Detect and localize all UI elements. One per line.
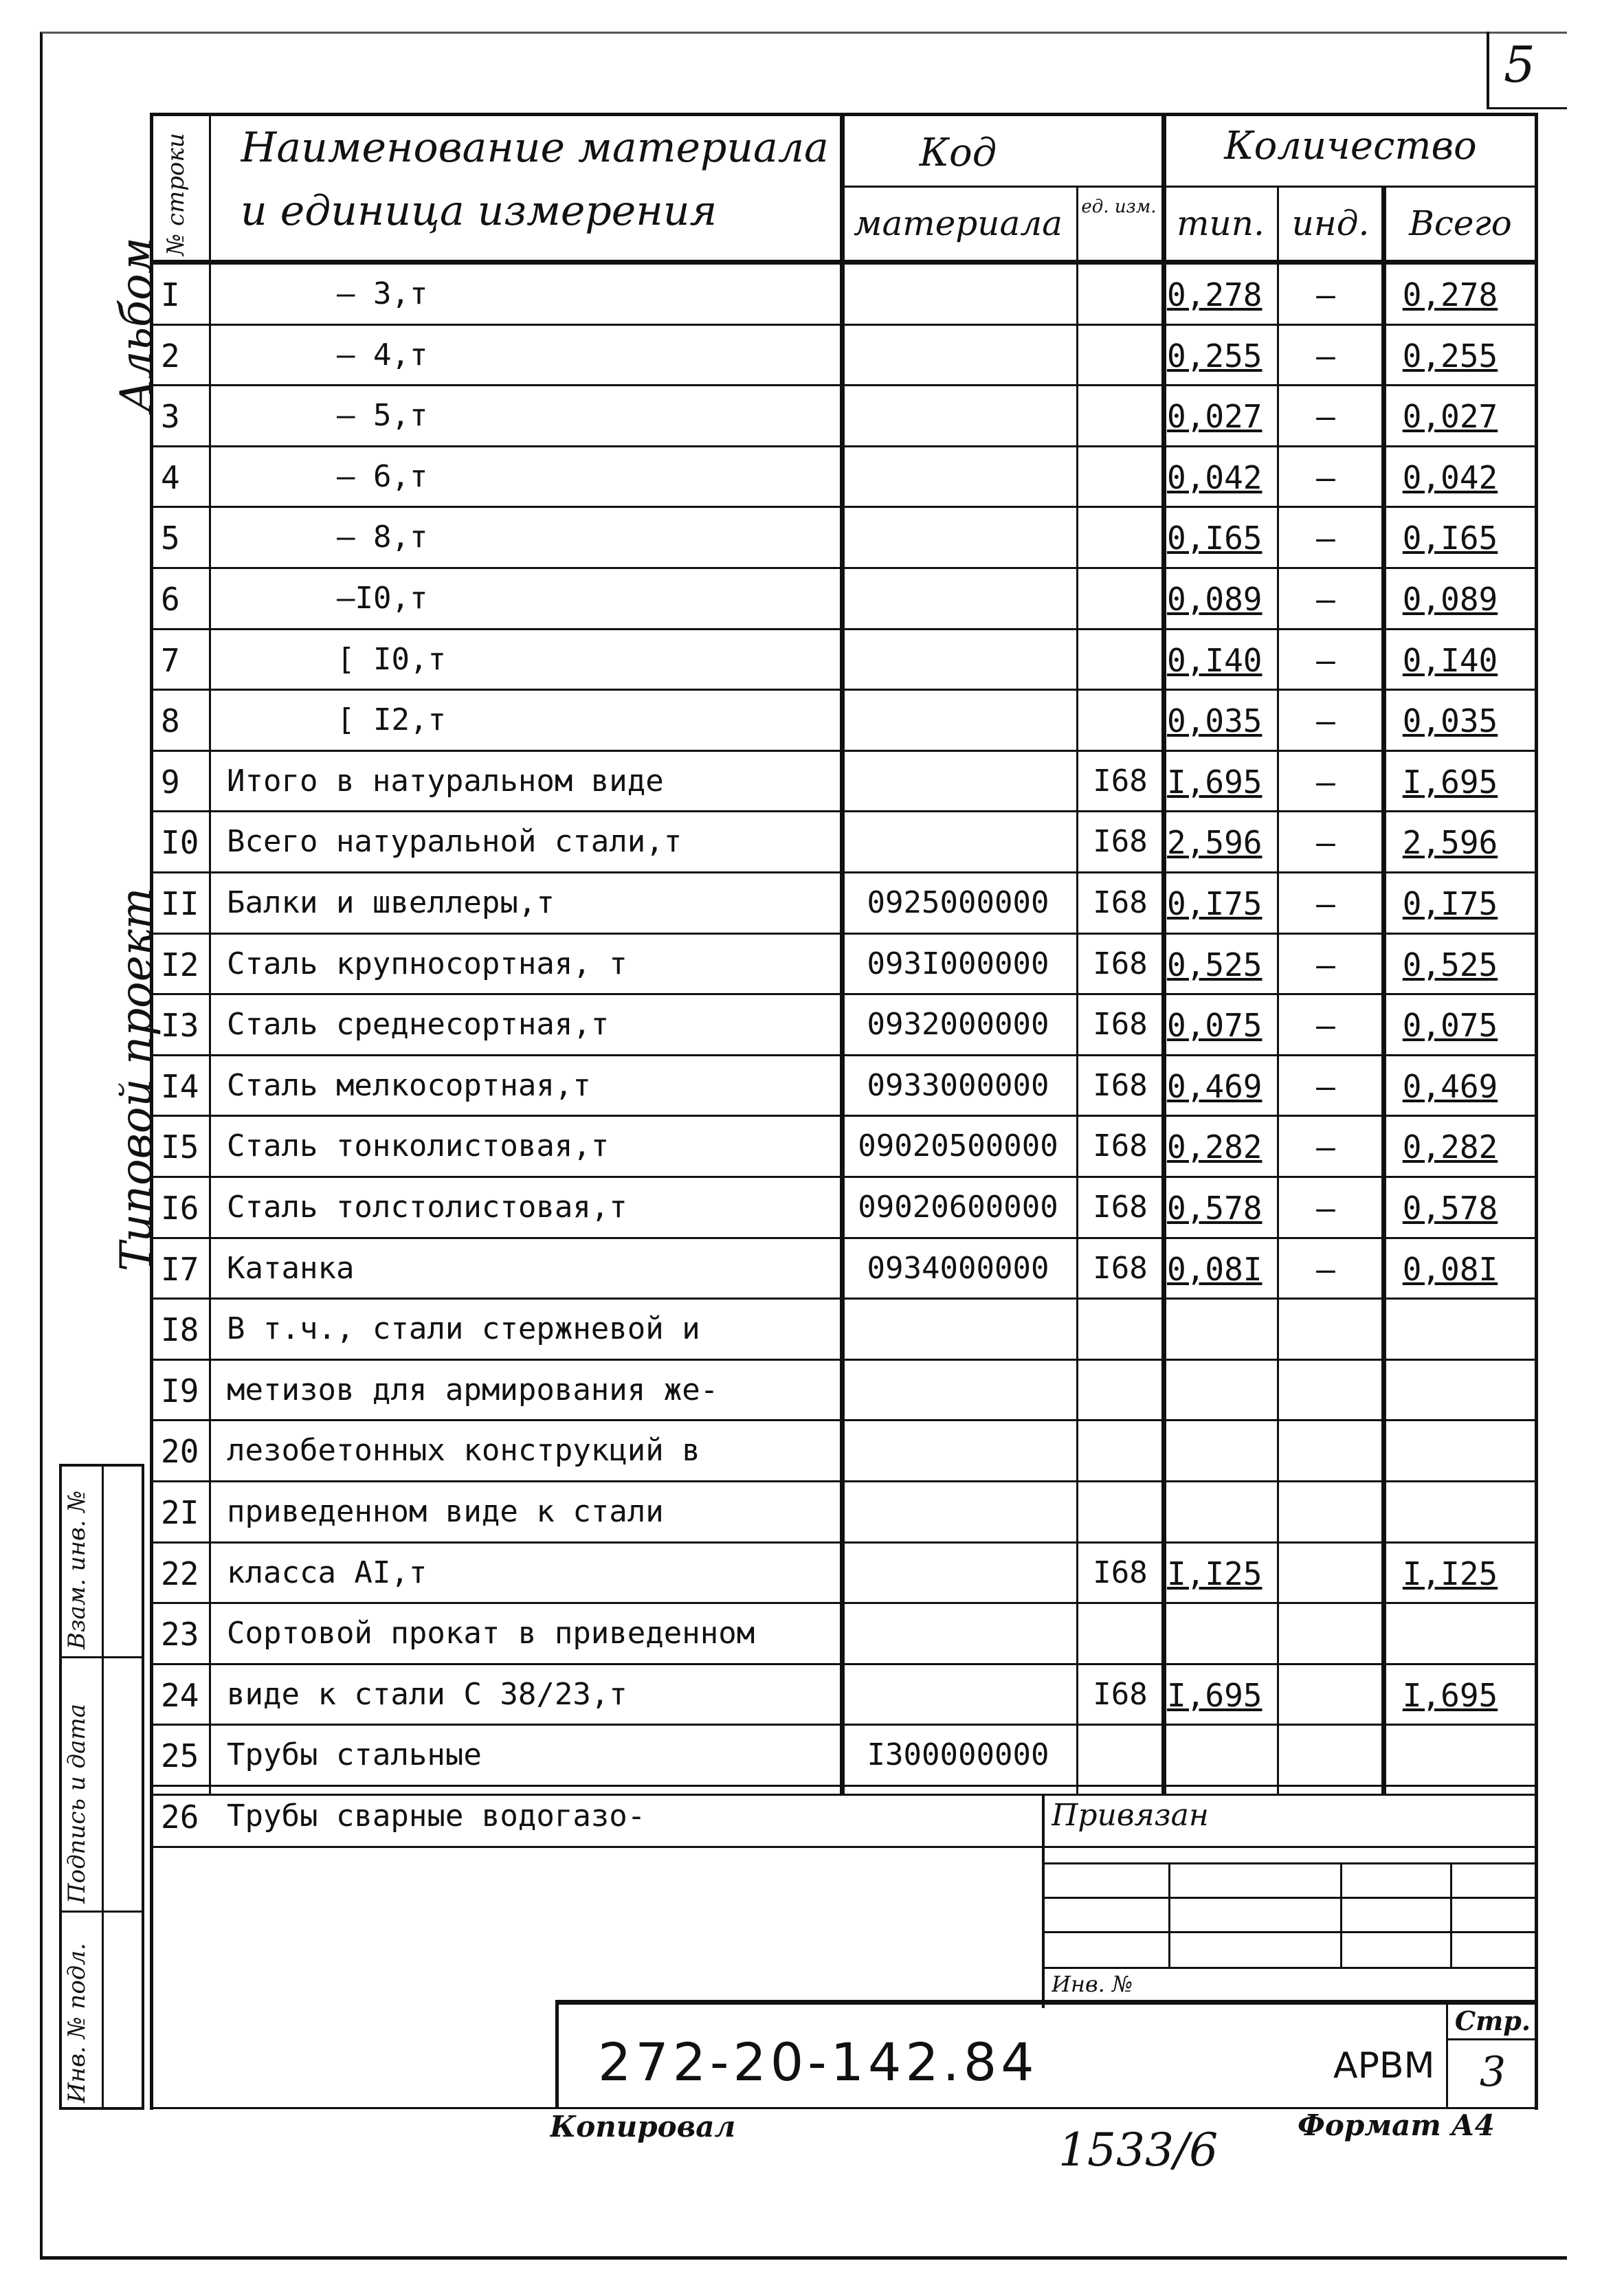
row-qty-total: 2,596 — [1402, 824, 1498, 862]
row-qty-typ: 0,I40 — [1167, 641, 1263, 679]
row-qty-typ: 2,596 — [1167, 824, 1263, 862]
row-qty-typ: 0,255 — [1167, 337, 1263, 375]
stamp-signature-date: Подпись и дата — [63, 1704, 91, 1904]
row-divider — [150, 810, 1538, 812]
row-unit: I68 — [1093, 885, 1148, 920]
row-material-name: Сталь мелкосортная,т — [227, 1067, 591, 1103]
row-qty-total: 0,027 — [1402, 398, 1498, 436]
row-unit: I68 — [1093, 763, 1148, 799]
row-number: 9 — [161, 763, 180, 801]
row-number: 3 — [161, 398, 180, 436]
row-qty-typ: 0,578 — [1167, 1190, 1263, 1227]
row-divider — [150, 1359, 1538, 1361]
row-unit: I68 — [1093, 1067, 1148, 1103]
row-material-code: 0932000000 — [867, 1007, 1049, 1043]
row-number: I5 — [161, 1128, 199, 1166]
row-unit: I68 — [1093, 1190, 1148, 1225]
row-qty-ind: – — [1316, 1128, 1335, 1166]
row-divider — [150, 1785, 1538, 1787]
row-number: 8 — [161, 702, 180, 740]
row-material-name: Сталь крупносортная, т — [227, 946, 627, 981]
row-divider — [150, 628, 1538, 630]
row-number: I4 — [161, 1067, 199, 1105]
row-qty-ind: – — [1316, 1250, 1335, 1288]
row-qty-ind: – — [1316, 276, 1335, 313]
row-material-code: 0925000000 — [867, 885, 1049, 920]
inv-number-label: Инв. № — [1052, 1971, 1133, 1997]
row-qty-typ: 0,525 — [1167, 946, 1263, 983]
row-divider — [150, 1115, 1538, 1117]
row-divider — [150, 871, 1538, 873]
row-qty-typ: I,I25 — [1167, 1555, 1263, 1592]
header-ind: инд. — [1291, 203, 1370, 243]
row-material-name: – 8,т — [337, 520, 428, 555]
row-divider — [150, 384, 1538, 386]
row-qty-total: I,695 — [1402, 1676, 1498, 1714]
header-quantity: Количество — [1224, 124, 1477, 168]
row-material-name: Сортовой прокат в приведенном — [227, 1616, 755, 1651]
row-material-code: 0933000000 — [867, 1067, 1049, 1103]
row-unit: I68 — [1093, 1007, 1148, 1043]
row-number: 25 — [161, 1737, 199, 1775]
row-divider — [150, 1237, 1538, 1239]
row-material-name: Трубы сварные водогазо- — [227, 1798, 646, 1834]
page-value: 3 — [1479, 2048, 1506, 2096]
row-material-name: Всего натуральной стали,т — [227, 824, 682, 860]
row-material-name: виде к стали С 38/23,т — [227, 1676, 627, 1712]
copied-by-label: Копировал — [550, 2110, 736, 2143]
row-divider — [150, 1724, 1538, 1726]
row-qty-total: 0,089 — [1402, 581, 1498, 618]
row-material-name: метизов для армирования же- — [227, 1372, 719, 1407]
order-number: 1533/6 — [1058, 2124, 1219, 2176]
row-divider — [150, 567, 1538, 569]
row-unit: I68 — [1093, 946, 1148, 981]
header-total: Всего — [1409, 203, 1512, 243]
row-material-name: Катанка — [227, 1250, 355, 1286]
row-qty-typ: 0,035 — [1167, 702, 1263, 740]
row-divider — [150, 1480, 1538, 1482]
row-qty-total: 0,042 — [1402, 458, 1498, 496]
row-qty-ind: – — [1316, 824, 1335, 862]
row-number: 26 — [161, 1798, 199, 1836]
stamp-replace-inv: Взам. инв. № — [63, 1490, 91, 1649]
row-material-name: приведенном виде к стали — [227, 1494, 664, 1529]
row-number: II — [161, 885, 199, 922]
row-qty-ind: – — [1316, 1007, 1335, 1045]
row-number: 24 — [161, 1676, 199, 1714]
row-qty-total: 0,578 — [1402, 1190, 1498, 1227]
row-material-name: –I0,т — [337, 581, 428, 616]
binding-label: Привязан — [1052, 1798, 1209, 1833]
row-qty-total: I,695 — [1402, 763, 1498, 801]
row-unit: I68 — [1093, 824, 1148, 860]
sheet-corner-number: 5 — [1504, 36, 1535, 93]
row-material-name: В т.ч., стали стержневой и — [227, 1311, 700, 1347]
document-number: 272-20-142.84 — [598, 2031, 1038, 2093]
row-qty-typ: 0,282 — [1167, 1128, 1263, 1166]
row-material-name: [ I2,т — [337, 702, 446, 738]
row-qty-typ: 0,089 — [1167, 581, 1263, 618]
row-material-code: 0934000000 — [867, 1250, 1049, 1286]
row-material-code: 09020500000 — [858, 1128, 1058, 1164]
row-material-name: лезобетонных конструкций в — [227, 1433, 700, 1469]
row-qty-ind: – — [1316, 581, 1335, 618]
header-name-line2: и единица измерения — [241, 187, 718, 235]
header-code-top: Код — [919, 131, 997, 175]
row-number: I3 — [161, 1007, 199, 1045]
header-row-no: № строки — [162, 133, 190, 256]
row-number: I2 — [161, 946, 199, 983]
row-material-name: Сталь среднесортная,т — [227, 1007, 610, 1043]
row-divider — [150, 993, 1538, 995]
row-qty-total: I,I25 — [1402, 1555, 1498, 1592]
row-divider — [150, 689, 1538, 691]
row-unit: I68 — [1093, 1555, 1148, 1590]
row-material-name: – 5,т — [337, 398, 428, 434]
row-qty-ind: – — [1316, 946, 1335, 983]
row-number: I6 — [161, 1190, 199, 1227]
row-material-name: Трубы стальные — [227, 1737, 482, 1773]
row-qty-typ: I,695 — [1167, 1676, 1263, 1714]
row-divider — [150, 1602, 1538, 1604]
row-number: 7 — [161, 641, 180, 679]
row-qty-total: 0,278 — [1402, 276, 1498, 313]
row-material-name: – 6,т — [337, 458, 428, 494]
row-qty-ind: – — [1316, 763, 1335, 801]
row-qty-ind: – — [1316, 702, 1335, 740]
row-material-name: Итого в натуральном виде — [227, 763, 664, 799]
header-typ: тип. — [1177, 203, 1265, 243]
row-divider — [150, 933, 1538, 935]
row-qty-total: 0,525 — [1402, 946, 1498, 983]
row-qty-total: 0,255 — [1402, 337, 1498, 375]
stamp-inv-original: Инв. № подл. — [63, 1943, 91, 2103]
row-qty-ind: – — [1316, 398, 1335, 436]
row-number: 2I — [161, 1494, 199, 1531]
row-material-code: 093I000000 — [867, 946, 1049, 981]
row-qty-ind: – — [1316, 458, 1335, 496]
row-unit: I68 — [1093, 1676, 1148, 1712]
row-material-code: 09020600000 — [858, 1190, 1058, 1225]
row-qty-typ: 0,I75 — [1167, 885, 1263, 922]
row-qty-typ: 0,08I — [1167, 1250, 1263, 1288]
row-divider — [150, 1663, 1538, 1665]
row-material-code: I300000000 — [867, 1737, 1049, 1773]
row-divider — [150, 506, 1538, 508]
format-label: Формат А4 — [1298, 2108, 1495, 2142]
row-material-name: Балки и швеллеры,т — [227, 885, 555, 920]
document-mark: АРВМ — [1333, 2045, 1435, 2086]
row-number: 22 — [161, 1555, 199, 1592]
row-qty-total: 0,08I — [1402, 1250, 1498, 1288]
album-label: Альбом — [111, 237, 162, 412]
row-qty-typ: 0,469 — [1167, 1067, 1263, 1105]
row-qty-typ: 0,075 — [1167, 1007, 1263, 1045]
row-divider — [150, 324, 1538, 326]
row-material-name: – 4,т — [337, 337, 428, 372]
row-qty-ind: – — [1316, 337, 1335, 375]
row-material-name: [ I0,т — [337, 641, 446, 677]
page-label: Стр. — [1454, 2005, 1531, 2036]
header-unit: ед. изм. — [1081, 197, 1157, 217]
row-qty-ind: – — [1316, 1190, 1335, 1227]
row-number: I9 — [161, 1372, 199, 1410]
row-qty-total: 0,035 — [1402, 702, 1498, 740]
row-divider — [150, 445, 1538, 447]
row-qty-typ: 0,027 — [1167, 398, 1263, 436]
row-qty-total: 0,I65 — [1402, 520, 1498, 557]
row-number: I8 — [161, 1311, 199, 1349]
row-divider — [150, 1054, 1538, 1056]
row-divider — [150, 1298, 1538, 1300]
row-qty-total: 0,I75 — [1402, 885, 1498, 922]
row-material-name: Сталь тонколистовая,т — [227, 1128, 610, 1164]
row-qty-ind: – — [1316, 1067, 1335, 1105]
row-qty-typ: 0,278 — [1167, 276, 1263, 313]
row-material-name: Сталь толстолистовая,т — [227, 1190, 627, 1225]
header-name-line1: Наименование материала — [241, 124, 829, 172]
row-qty-total: 0,282 — [1402, 1128, 1498, 1166]
row-number: I7 — [161, 1250, 199, 1288]
row-number: 23 — [161, 1616, 199, 1653]
row-material-name: класса AI,т — [227, 1555, 427, 1590]
row-number: 5 — [161, 520, 180, 557]
row-unit: I68 — [1093, 1128, 1148, 1164]
row-qty-ind: – — [1316, 885, 1335, 922]
row-qty-total: 0,075 — [1402, 1007, 1498, 1045]
row-material-name: – 3,т — [337, 276, 428, 311]
row-number: 2 — [161, 337, 180, 375]
row-divider — [150, 750, 1538, 752]
row-qty-total: 0,469 — [1402, 1067, 1498, 1105]
row-number: I — [161, 276, 180, 313]
row-qty-total: 0,I40 — [1402, 641, 1498, 679]
row-number: 20 — [161, 1433, 199, 1471]
row-qty-typ: I,695 — [1167, 763, 1263, 801]
row-unit: I68 — [1093, 1250, 1148, 1286]
row-number: 6 — [161, 581, 180, 618]
project-label: Типовой проект — [111, 887, 162, 1271]
header-code-bottom: материала — [854, 203, 1063, 243]
row-qty-typ: 0,042 — [1167, 458, 1263, 496]
row-divider — [150, 1419, 1538, 1421]
row-divider — [150, 1541, 1538, 1544]
row-qty-ind: – — [1316, 641, 1335, 679]
row-number: 4 — [161, 458, 180, 496]
row-qty-ind: – — [1316, 520, 1335, 557]
row-qty-typ: 0,I65 — [1167, 520, 1263, 557]
row-divider — [150, 1176, 1538, 1178]
row-number: I0 — [161, 824, 199, 862]
